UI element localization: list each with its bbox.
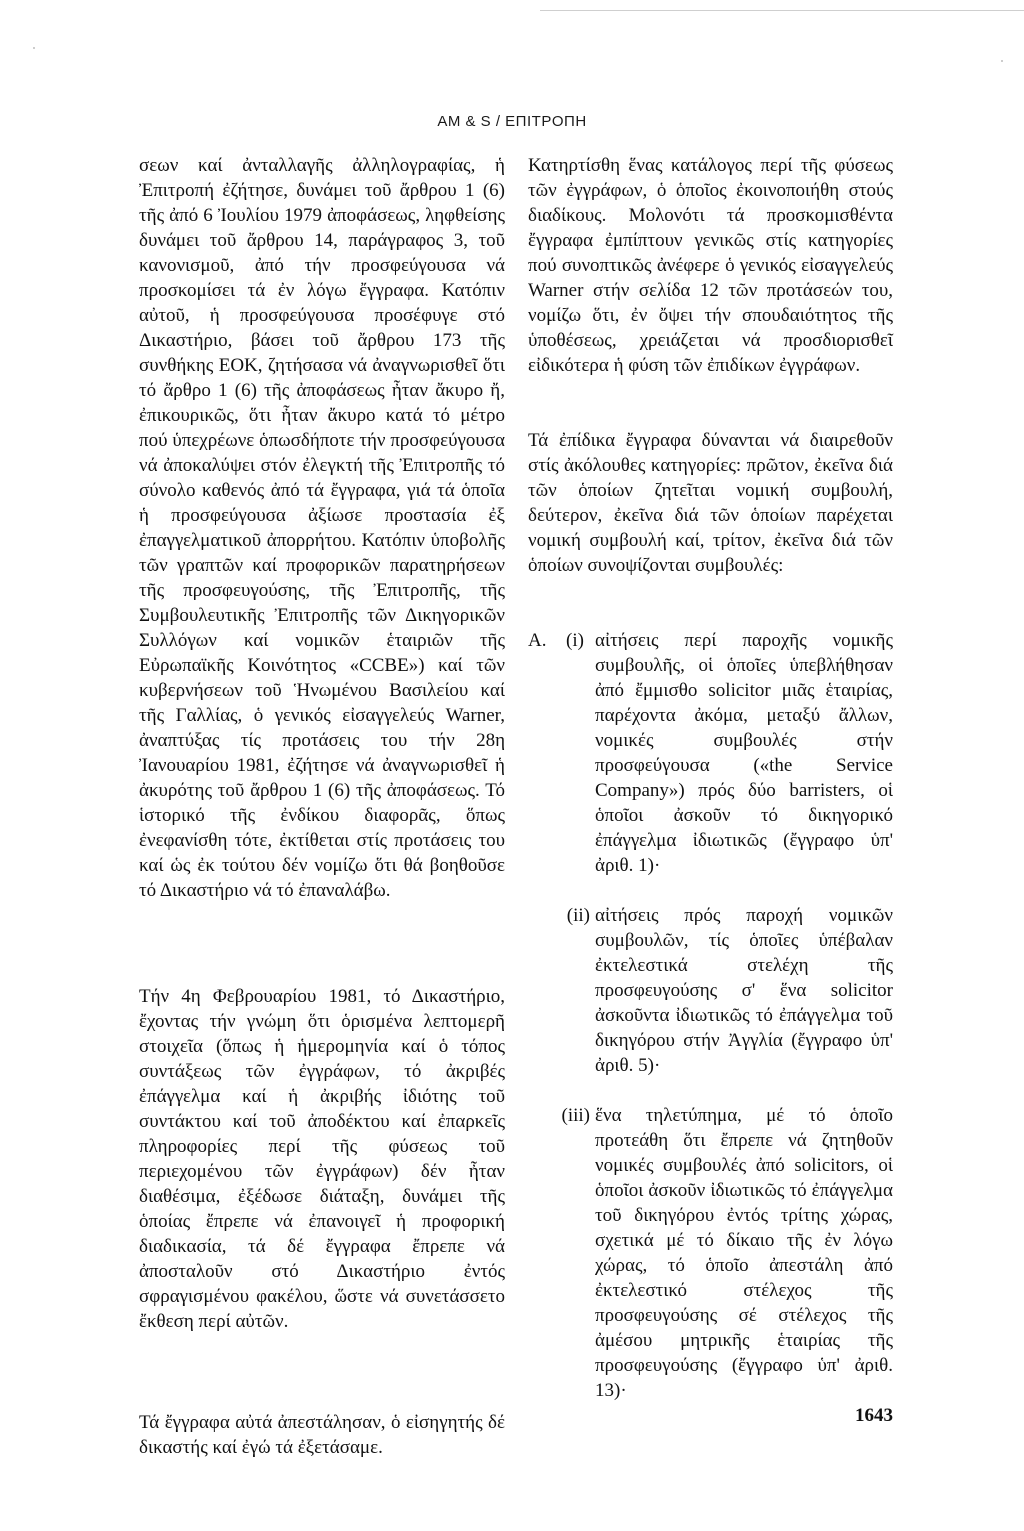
list-letter-marker: A. bbox=[528, 630, 547, 651]
list-item-text: αἰτήσεις περί παροχῆς νομικῆς συμβουλῆς, οἱ ὁποῖες ὑπεβλήθησαν ἀπό ἔμμισθο solicitor μιᾶς ἑταιρίας, παρέχοντα ἀκόμα, μεταξύ ἄλλων, νομικές συμβουλές στήν προσφεύγουσα («the Service Company») πρός δύο barristers, οἱ ὁποῖοι ἀσκοῦν τό δικηγορικό ἐπάγγελμα ἰδιωτικῶς (ἔγγραφο ὑπ' ἀριθ. 1)· bbox=[595, 630, 893, 876]
list-item bbox=[528, 1103, 893, 1403]
list-item bbox=[528, 903, 893, 1078]
body-paragraph: Κατηρτίσθη ἕνας κατάλογος περί τῆς φύσεως τῶν ἐγγράφων, ὁ ὁποῖος ἐκοινοποιήθη στούς διαδίκους. Μολονότι τά προσκομισθέντα ἔγγραφα ἐμπίπτουν γενικῶς στίς κατηγορίες πού συνοπτικῶς ἀνέφερε ὁ γενικός εἰσαγγελεύς Warner στήν σελίδα 12 τῶν προτάσεών του, νομίζω ὅτι, ἐν ὄψει τήν σπουδαιότητος τῆς ὑποθέσεως, χρειάζεται νά προσδιορισθεῖ εἰδικότερα ἡ φύση τῶν ἐπιδίκων ἐγγράφων. bbox=[528, 155, 893, 376]
body-paragraph: σεων καί ἀνταλλαγῆς ἀλληλογραφίας, ἡ Ἐπιτροπή ἐζήτησε, δυνάμει τοῦ ἄρθρου 1 (6) τῆς ἀπό 6 Ἰουλίου 1979 ἀποφάσεως, ληφθείσης δυνάμει τοῦ ἄρθρου 14, παράγραφος 3, τοῦ κανονισμοῦ, ἀπό τήν προσφεύγουσα νά προσκομίσει τά ἐν λόγω ἔγγραφα. Κατόπιν αὐτοῦ, ἡ προσφεύγουσα προσέφυγε στό Δικαστήριο, βάσει τοῦ ἄρθρου 173 τῆς συνθήκης ΕΟΚ, ζητήσασα νά ἀναγνωρισθεῖ ὅτι τό ἄρθρο 1 (6) τῆς ἀποφάσεως ἦταν ἄκυρο ἤ, ἐπικουρικῶς, ὅτι ἦταν ἄκυρο κατά τό μέτρο πού ὑπεχρέωνε ὁπωσδήποτε τήν προσφεύγουσα νά ἀποκαλύψει στόν ἐλεγκτή τῆς Ἐπιτροπῆς τό σύνολο καθενός ἀπό τά ἔγγραφα, γιά τά ὁποῖα ἡ προσφεύγουσα ἀξίωσε προστασία ἐξ ἐπαγγελματικοῦ ἀπορρήτου. Κατόπιν ὑποβολῆς τῶν γραπτῶν καί προφορικῶν παρατηρήσεων τῆς προσφευγούσης, τῆς Ἐπιτροπῆς, τῆς Συμβουλευτικῆς Ἐπιτροπῆς τῶν Δικηγορικῶν Συλλόγων καί νομικῶν ἑταιριῶν τῆς Εὐρωπαϊκῆς Κοινότητος «CCBE») καί τῶν κυβερνήσεων τοῦ Ἡνωμένου Βασιλείου καί τῆς Γαλλίας, ὁ γενικός εἰσαγγελεύς Warner, ἀναπτύξας τίς προτάσεις του τήν 28η Ἰανουαρίου 1981, ἐζήτησε νά ἀναγνωρισθεῖ ἡ ἀκυρότης τοῦ ἄρθρου 1 (6) τῆς ἀποφάσεως. Τό ἱστορικό τῆς ἐνδίκου διαφορᾶς, ὅπως ἐνεφανίσθη τότε, ἐκτίθεται στίς προτάσεις του καί ὡς ἐκ τούτου δέν νομίζω ὅτι θά βοηθοῦσε τό Δικαστήριο νά τό ἐπαναλάβω. bbox=[139, 155, 505, 901]
scan-speck bbox=[1001, 60, 1003, 62]
body-paragraph: Τήν 4η Φεβρουαρίου 1981, τό Δικαστήριο, ἔχοντας τήν γνώμη ὅτι ὁρισμένα λεπτομερῆ στοιχεῖα (ὅπως ἡ ἡμερομηνία καί ὁ τόπος συντάξεως τῶν ἐγγράφων, τό ἀκριβές ἐπάγγελμα καί ἡ ἀκριβής ἰδιότης τοῦ συντάκτου καί τοῦ ἀποδέκτου καί ἐπαρκεῖς πληροφορίες περί τῆς φύσεως τοῦ περιεχομένου τῶν ἐγγράφων) δέν ἦταν διαθέσιμα, ἐξέδωσε διάταξη, δυνάμει τῆς ὁποίας ἔπρεπε νά ἐπανοιγεῖ ἡ προφορική διαδικασία, τά δέ ἔγγραφα ἔπρεπε νά ἀποσταλοῦν στό Δικαστήριο ἐντός σφραγισμένου φακέλου, ὥστε νά συνετάσσετο ἔκθεση περί αὐτῶν. bbox=[139, 986, 505, 1332]
left-column bbox=[139, 153, 505, 1460]
list-item-text: ἕνα τηλετύπημα, μέ τό ὁποῖο προτεάθη ὅτι ἔπρεπε νά ζητηθοῦν νομικές συμβουλές ἀπό solicitors, οἱ ὁποῖοι ἀσκοῦν ἰδιωτικῶς τό ἐπάγγελμα τοῦ δικηγόρου ἐντός τρίτης χώρας, σχετικά μέ τό δίκαιο τῆς ἐν λόγω χώρας, τό ὁποῖο ἀπεστάλη ἀπό ἐκτελεστικό στέλεχος τῆς προσφευγούσης σέ στέλεχος τῆς ἀμέσου μητρικῆς ἑταιρίας τῆς προσφευγούσης (ἔγγραφο ὑπ' ἀριθ. 13)· bbox=[595, 1105, 893, 1401]
right-column bbox=[528, 153, 893, 1403]
body-paragraph: Τά ἐπίδικα ἔγγραφα δύνανται νά διαιρεθοῦν στίς ἀκόλουθες κατηγορίες: πρῶτον, ἐκεῖνα διά τῶν ὁποίων ζητεῖται νομική συμβουλή, δεύτερον, ἐκεῖνα διά τῶν ὁποίων παρέχεται νομική συμβουλή καί, τρίτον, ἐκεῖνα διά τῶν ὁποίων συνοψίζονται συμβουλές: bbox=[528, 430, 893, 576]
page-number: 1643 bbox=[855, 1405, 893, 1426]
scan-speck bbox=[33, 47, 35, 49]
list-roman-marker: (i) bbox=[566, 630, 584, 651]
list-roman-marker: (ii) bbox=[566, 905, 590, 926]
list-roman-marker: (iii) bbox=[561, 1105, 590, 1126]
running-head: AM & S / ΕΠΙΤΡΟΠΗ bbox=[437, 113, 587, 130]
list-item bbox=[528, 628, 893, 878]
body-paragraph: Τά ἔγγραφα αὐτά ἀπεστάλησαν, ὁ εἰσηγητής δέ δικαστής καί ἐγώ τά ἐξετάσαμε. bbox=[139, 1412, 505, 1458]
list-item-text: αἰτήσεις πρός παροχή νομικῶν συμβουλῶν, τίς ὁποῖες ὑπέβαλαν ἐκτελεστικά στελέχη τῆς προσφευγούσης σ' ἕνα solicitor ἀσκοῦντα ἰδιωτικῶς τό ἐπάγγελμα τοῦ δικηγόρου στήν Ἀγγλία (ἔγγραφο ὑπ' ἀριθ. 5)· bbox=[595, 905, 893, 1076]
scan-top-rule bbox=[540, 10, 1024, 11]
